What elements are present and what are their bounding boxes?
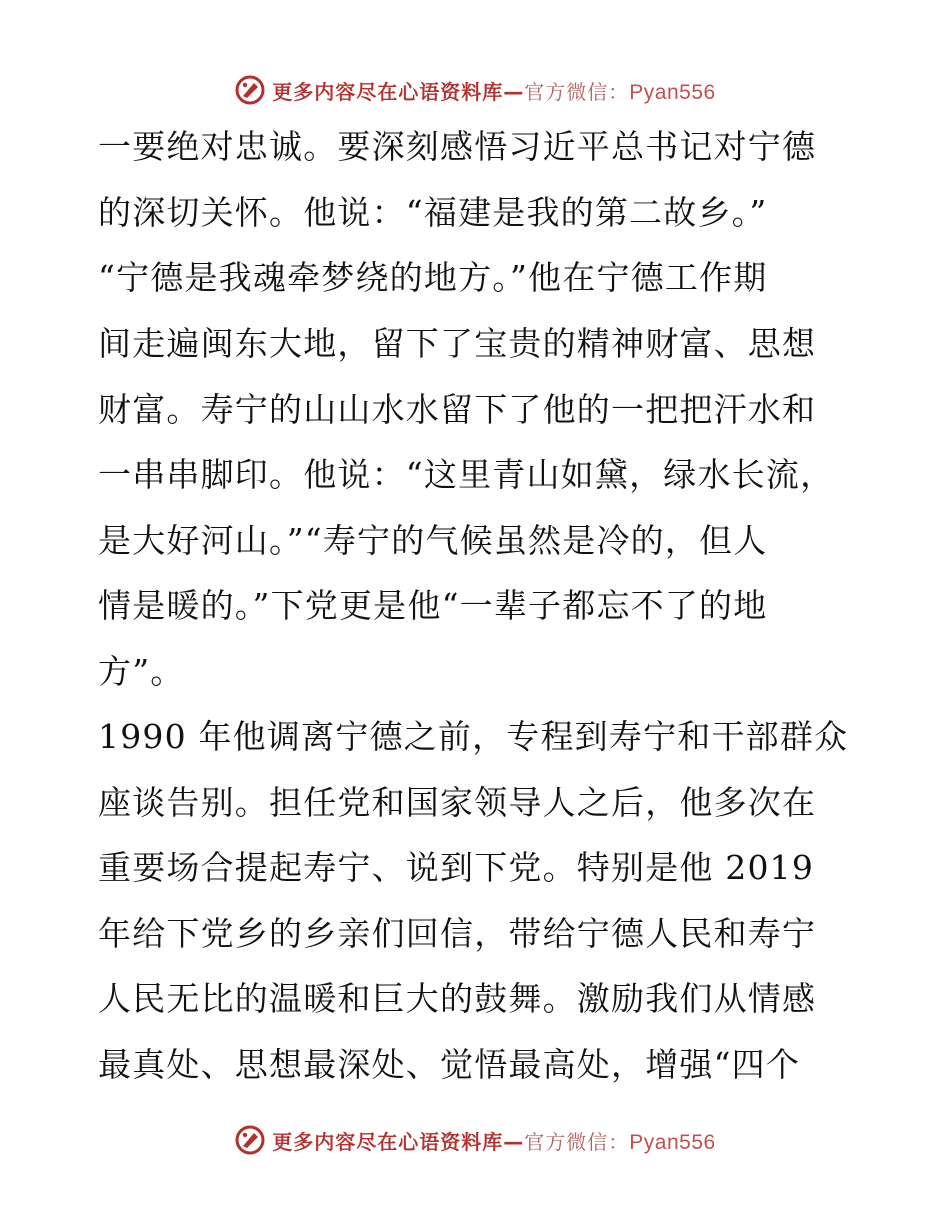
body-line: 方”。 xyxy=(98,652,185,691)
body-line: 座谈告别。担任党和国家领导人之后，他多次在 xyxy=(98,783,817,822)
body-line: 情是暖的。”下党更是他“一辈子都忘不了的地 xyxy=(98,586,768,625)
body-line: 的深切关怀。他说：“福建是我的第二故乡。” xyxy=(98,193,768,232)
footer-banner-text xyxy=(272,1126,715,1155)
footer-banner xyxy=(0,1120,950,1160)
header-banner-wechat-id: Pyan556 xyxy=(629,80,716,104)
body-line: 一要绝对忠诚。要深刻感悟习近平总书记对宁德 xyxy=(98,127,817,166)
body-line: 财富。寿宁的山山水水留下了他的一把把汗水和 xyxy=(98,390,817,429)
body-line: 一串串脚印。他说：“这里青山如黛，绿水长流， xyxy=(98,455,835,494)
body-line: 是大好河山。”“寿宁的气候虽然是冷的，但人 xyxy=(98,521,768,560)
body-line: 重要场合提起寿宁、说到下党。特别是他 2019 xyxy=(98,848,815,887)
body-line: 最真处、思想最深处、觉悟最高处，增强“四个 xyxy=(98,1045,801,1084)
body-line: 年给下党乡的乡亲们回信，带给宁德人民和寿宁 xyxy=(98,914,817,953)
footer-banner-title: 更多内容尽在心语资料库 xyxy=(272,1129,504,1154)
header-banner-wechat-label: 官方微信： xyxy=(524,79,630,104)
brand-logo-icon xyxy=(234,1124,266,1156)
body-line: 1990 年他调离宁德之前，专程到寿宁和干部群众 xyxy=(98,717,849,756)
footer-banner-separator: — xyxy=(503,1129,525,1154)
header-banner-separator: — xyxy=(503,79,525,104)
body-line: 人民无比的温暖和巨大的鼓舞。激励我们从情感 xyxy=(98,979,817,1018)
header-banner-title: 更多内容尽在心语资料库 xyxy=(272,79,504,104)
body-line: 间走遍闽东大地，留下了宝贵的精神财富、思想 xyxy=(98,324,817,363)
footer-banner-wechat-id: Pyan556 xyxy=(629,1130,716,1154)
body-line: “宁德是我魂牵梦绕的地方。”他在宁德工作期 xyxy=(98,258,768,297)
footer-banner-wechat-label: 官方微信： xyxy=(524,1129,630,1154)
